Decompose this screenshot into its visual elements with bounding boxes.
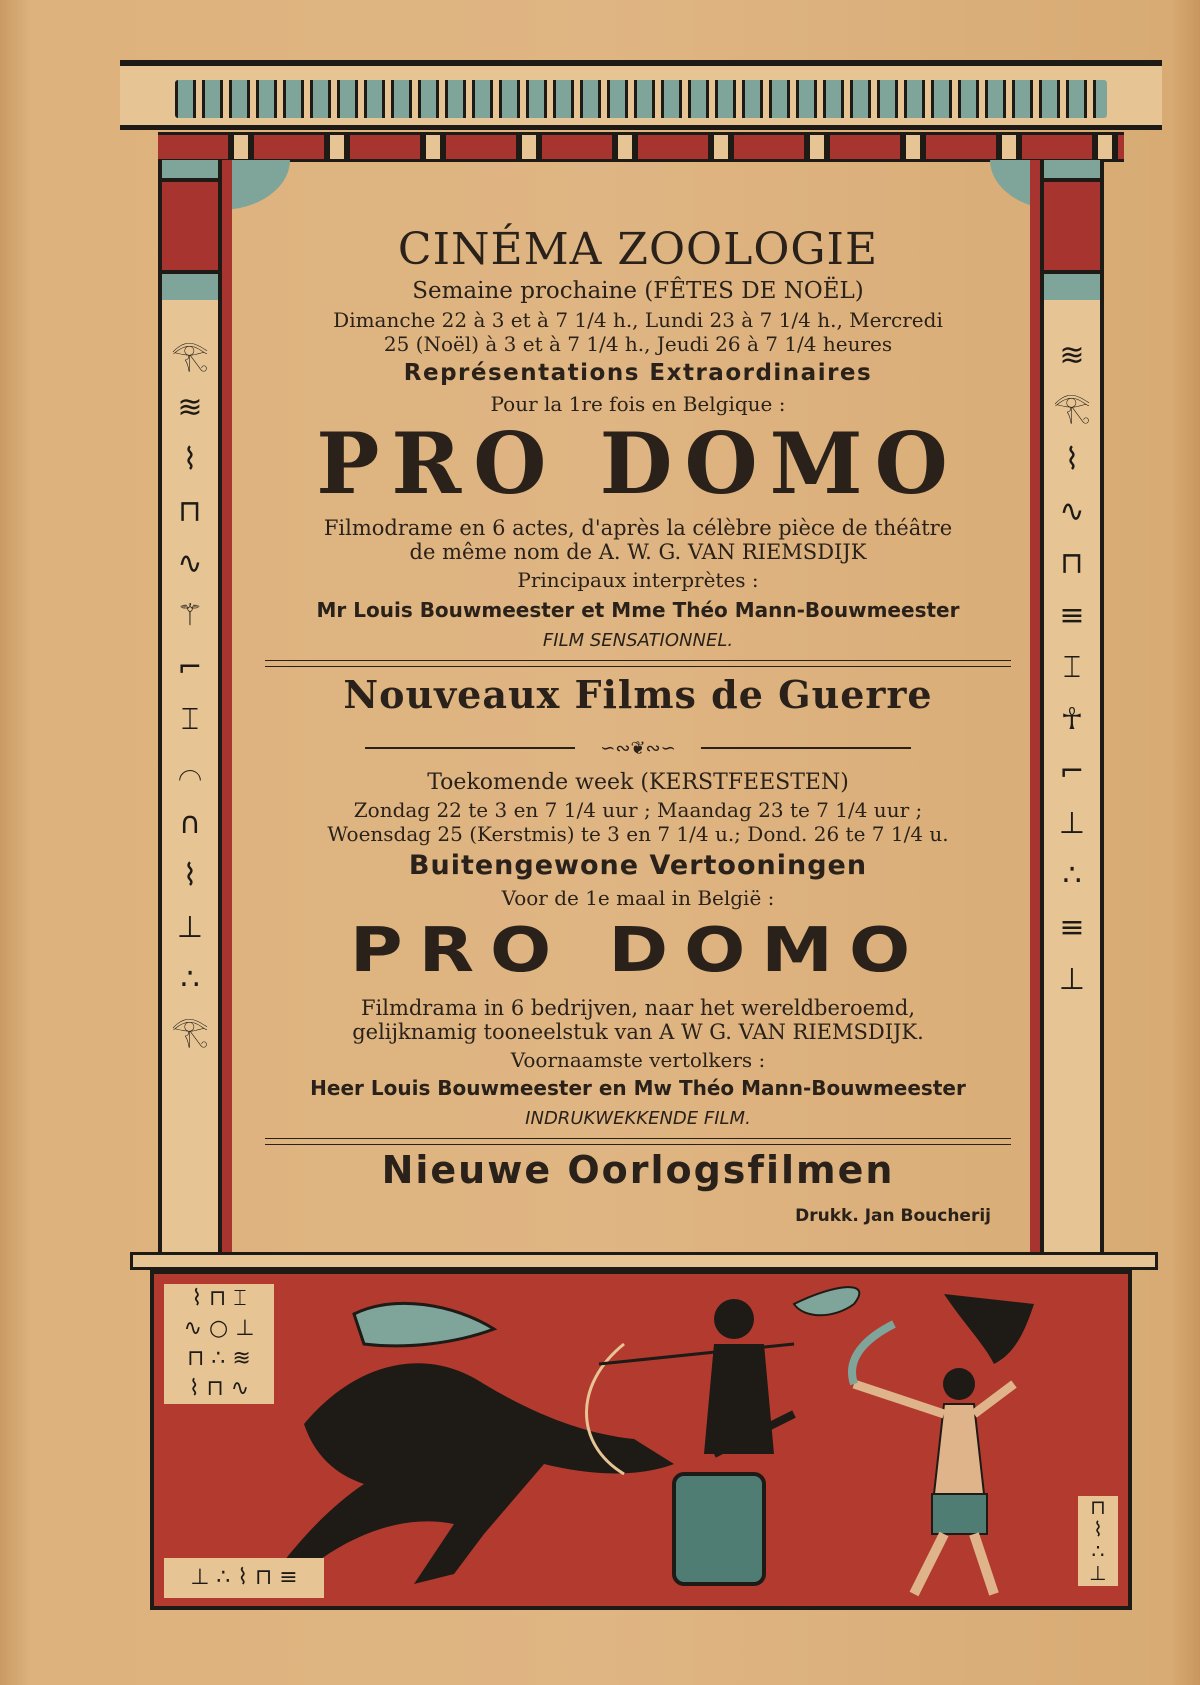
hieroglyph-icons-right: ≋ 𓂀 ⌇ ∿ ⊓ ≡ ⌶ ☥ ⌐ ⊥ ∴ ≡ ⊥ (1053, 338, 1091, 997)
cast-fr: Mr Louis Bouwmeester et Mme Théo Mann-Bouwmeester (316, 598, 960, 622)
cornice (120, 60, 1162, 130)
special-fr: Représentations Extraordinaires (403, 360, 873, 386)
divider-2 (265, 1138, 1011, 1145)
frieze-right-glyphs: ⊓ ⌇ ∴ ⊥ (1078, 1496, 1118, 1586)
cast-label-fr: Principaux interprètes : (517, 568, 759, 592)
hieroglyph-icons-left: 𓂀 ≋ ⌇ ⊓ ∿ ⚚ ⌐ ⌶ ⌒ ∩ ⌇ ⊥ ∴ 𓂀 (171, 338, 209, 1049)
desc-fr-1: Filmodrame en 6 actes, d'après la célèbre pièce de théâtre (323, 516, 953, 540)
week-nl: Toekomende week (KERSTFEESTEN) (427, 770, 849, 795)
war-films-nl: Nieuwe Oorlogsfilmen (381, 1148, 895, 1192)
ornament-scroll: ∽∾❦∾∽ (365, 738, 911, 758)
divider-1 (265, 660, 1011, 667)
week-fr: Semaine prochaine (FÊTES DE NOËL) (412, 278, 864, 304)
dates-nl-2: Woensdag 25 (Kerstmis) te 3 en 7 1/4 u.; Dond. 26 te 7 1/4 u. (327, 822, 949, 846)
frieze-glyph-panel: ⌇ ⊓ ⌶ ∿ ○ ⊥ ⊓ ∴ ≋ ⌇ ⊓ ∿ (164, 1284, 274, 1404)
tagline-nl: INDRUKWEKKENDE FILM. (525, 1108, 751, 1129)
cornice-arches (175, 80, 1107, 118)
column-base (130, 1252, 1158, 1270)
frieze-bottom-glyphs: ⊥ ∴ ⌇ ⊓ ≡ (164, 1558, 324, 1598)
war-films-fr: Nouveaux Films de Guerre (343, 672, 933, 717)
poster-text-panel (245, 166, 1031, 1246)
hieroglyph-column-left (158, 160, 222, 1300)
desc-nl-1: Filmdrama in 6 bedrijven, naar het wereldberoemd, (360, 996, 916, 1020)
film-title-fr: PRO DOMO (316, 414, 960, 513)
vulture-icon (944, 1294, 1034, 1364)
dates-fr-1: Dimanche 22 à 3 et à 7 1/4 h., Lundi 23 à 7 1/4 h., Mercredi (333, 308, 943, 332)
warrior-icon (852, 1324, 1014, 1594)
film-title-nl: PRO DOMO (349, 914, 927, 986)
hieroglyph-column-right (1040, 160, 1104, 1300)
poster-title: CINÉMA ZOOLOGIE (397, 224, 879, 275)
desc-nl-2: gelijknamig tooneelstuk van A W G. VAN RIEMSDIJK. (352, 1020, 924, 1044)
first-fr: Pour la 1re fois en Belgique : (490, 392, 786, 416)
printer-credit: Drukk. Jan Boucherij (795, 1206, 991, 1226)
first-nl: Voor de 1e maal in België : (501, 886, 775, 910)
tagline-fr: FILM SENSATIONNEL. (542, 630, 734, 651)
dates-fr-2: 25 (Noël) à 3 et à 7 1/4 h., Jeudi 26 à 7 1/4 heures (383, 332, 893, 356)
dates-nl-1: Zondag 22 te 3 en 7 1/4 uur ; Maandag 23 te 7 1/4 uur ; (353, 798, 923, 822)
desc-fr-2: de même nom de A. W. G. VAN RIEMSDIJK (409, 540, 867, 564)
cast-nl: Heer Louis Bouwmeester en Mw Théo Mann-Bouwmeester (310, 1076, 966, 1100)
horse-icon (274, 1303, 674, 1584)
cornice-band (158, 132, 1124, 162)
chariot-archer-frieze (150, 1270, 1132, 1610)
special-nl: Buitengewone Vertooningen (408, 850, 868, 881)
cast-label-nl: Voornaamste vertolkers : (510, 1048, 766, 1072)
